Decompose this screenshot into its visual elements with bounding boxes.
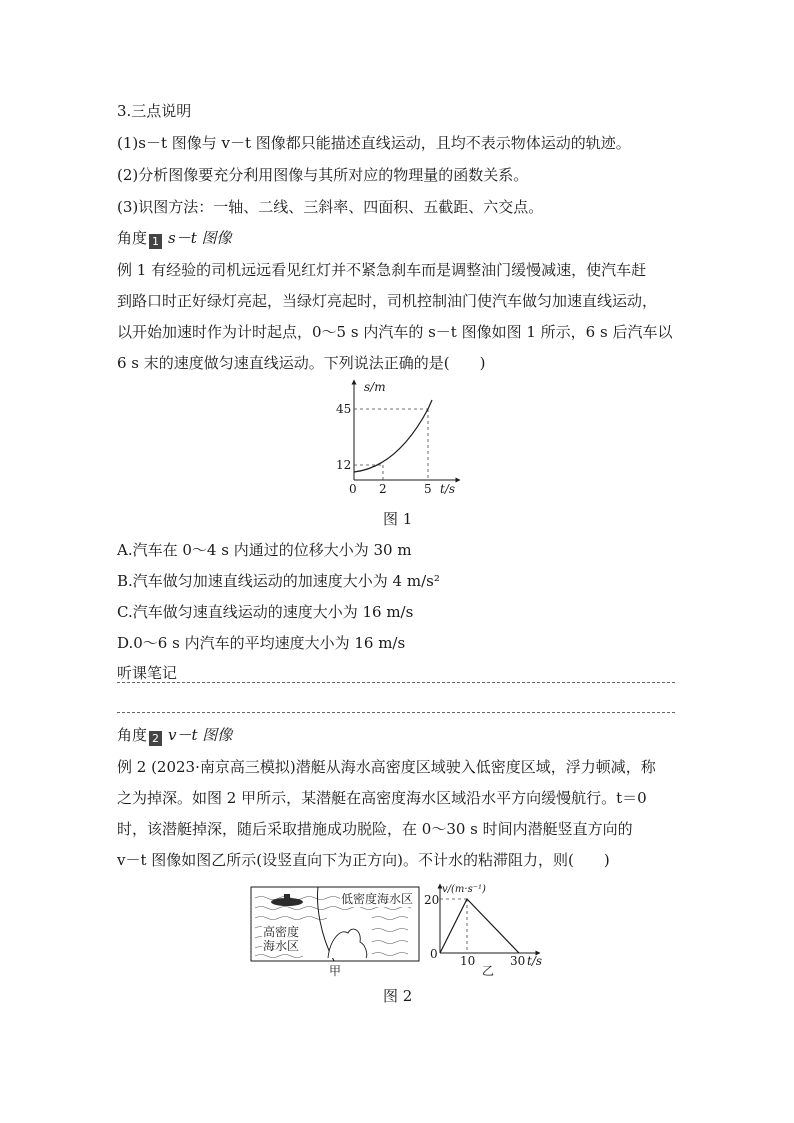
example-1-line: 6 s 末的速度做匀速直线运动。下列说法正确的是( ) bbox=[117, 354, 486, 372]
origin-label: 0 bbox=[430, 947, 438, 961]
example-2-line: 例 2 (2023·南京高三模拟)潜艇从海水高密度区域驶入低密度区域，浮力顿减，称 bbox=[117, 758, 656, 776]
option-c: C.汽车做匀速直线运动的速度大小为 16 m/s bbox=[117, 603, 414, 621]
plume-shape bbox=[328, 929, 367, 958]
figure-1-caption: 图 1 bbox=[383, 510, 413, 528]
x-axis-label: t/s bbox=[527, 954, 543, 968]
angle-number-badge: 2 bbox=[149, 731, 162, 746]
tick-45: 45 bbox=[336, 402, 352, 416]
point-1: (1)s－t 图像与 v－t 图像都只能描述直线运动，且均不表示物体运动的轨迹。 bbox=[117, 134, 631, 152]
example-1-line: 以开始加速时作为计时起点，0～5 s 内汽车的 s－t 图像如图 1 所示，6 s 后汽车以 bbox=[117, 323, 673, 341]
y-axis-label: s/m bbox=[364, 380, 386, 394]
notes-label: 听课笔记 bbox=[117, 664, 178, 682]
low-density-label: 低密度海水区 bbox=[341, 892, 414, 906]
option-d: D.0～6 s 内汽车的平均速度大小为 16 m/s bbox=[117, 634, 406, 652]
example-1-line: 到路口时正好绿灯亮起，当绿灯亮起时，司机控制油门使汽车做匀加速直线运动， bbox=[117, 292, 658, 310]
left-caption: 甲 bbox=[329, 964, 342, 978]
point-3: (3)识图方法：一轴、二线、三斜率、四面积、五截距、六交点。 bbox=[117, 198, 544, 216]
angle-title: v－t 图像 bbox=[168, 726, 233, 744]
figure-2-caption: 图 2 bbox=[383, 987, 413, 1005]
section-heading: 3.三点说明 bbox=[117, 102, 192, 120]
example-2-line: 时，该潜艇掉深，随后采取措施成功脱险，在 0～30 s 时间内潜艇竖直方向的 bbox=[117, 820, 633, 838]
x-axis-label: t/s bbox=[440, 482, 456, 496]
tick-10: 10 bbox=[460, 954, 476, 968]
example-1-line: 例 1 有经验的司机远远看见红灯并不紧急刹车而是调整油门缓慢减速，使汽车赶 bbox=[117, 261, 647, 279]
example-2-line: v－t 图像如图乙所示(设竖直向下为正方向)。不计水的粘滞阻力，则( ) bbox=[117, 851, 610, 869]
angle-label: 角度 bbox=[117, 229, 148, 247]
option-a: A.汽车在 0～4 s 内通过的位移大小为 30 m bbox=[117, 541, 412, 559]
tick-30: 30 bbox=[510, 954, 526, 968]
angle-number-badge: 1 bbox=[149, 234, 162, 249]
v-t-line bbox=[440, 899, 519, 953]
figure-2-left-diagram bbox=[251, 887, 419, 978]
angle-title: s－t 图像 bbox=[168, 229, 232, 247]
high-density-label-1: 高密度 bbox=[263, 925, 300, 939]
tick-12: 12 bbox=[336, 458, 352, 472]
option-b: B.汽车做匀加速直线运动的加速度大小为 4 m/s² bbox=[117, 572, 440, 590]
point-2: (2)分析图像要充分利用图像与其所对应的物理量的函数关系。 bbox=[117, 166, 529, 184]
tick-2: 2 bbox=[379, 482, 387, 496]
y-axis-label: v/(m·s⁻¹) bbox=[442, 884, 486, 895]
example-2-line: 之为掉深。如图 2 甲所示，某潜艇在高密度海水区域沿水平方向缓慢航行。t＝0 bbox=[117, 789, 647, 807]
tick-20: 20 bbox=[424, 893, 440, 907]
submarine-icon bbox=[271, 894, 303, 906]
right-caption: 乙 bbox=[482, 964, 495, 978]
high-density-label-2: 海水区 bbox=[263, 939, 300, 953]
origin-label: 0 bbox=[349, 482, 357, 496]
figure-2-right-chart bbox=[424, 884, 542, 978]
angle-label: 角度 bbox=[117, 726, 148, 744]
tick-5: 5 bbox=[424, 482, 432, 496]
